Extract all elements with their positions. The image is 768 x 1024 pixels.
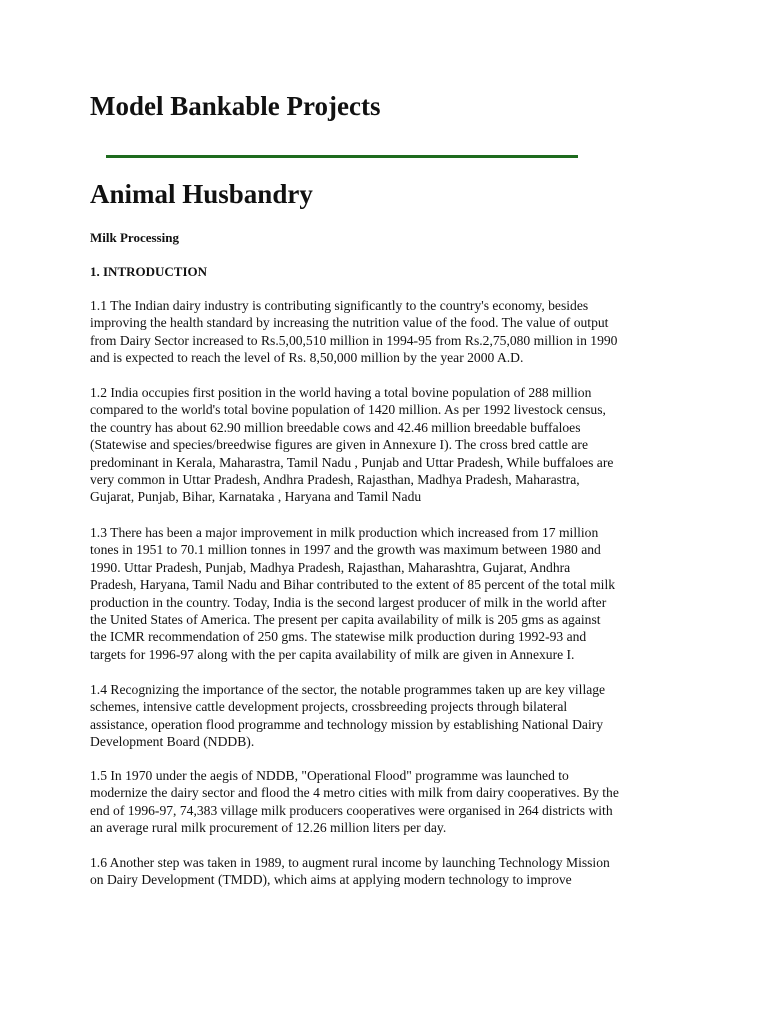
section-heading-introduction: 1. INTRODUCTION [90, 264, 208, 279]
subheading-milk-processing: Milk Processing [90, 230, 179, 245]
paragraph-1-3: 1.3 There has been a major improvement in milk production which increased from 17 million tones in 1951 to 70.1 million tonnes in 1997 and the growth was maximum between 1980 and 1990. Uttar Pradesh, Punjab, Madhya Pradesh, Rajasthan, Maharashtra, Gujarat, Andhra Pradesh, Haryana, Tamil Nadu and Bihar contributed to the extent of 85 percent of the total milk production in the country. Today, India is the second largest producer of milk in the world after the United States of America. The present per capita availability of milk is 205 gms as against the ICMR recommendation of 250 gms. The statewise milk production during 1992-93 and targets for 1996-97 along with the per capita availability of milk are given in Annexure I. [90, 525, 616, 662]
paragraph-1-5: 1.5 In 1970 under the aegis of NDDB, "Operational Flood" programme was launched to modernize the dairy sector and flood the 4 metro cities with milk from dairy cooperatives. By the end of 1996-97, 74,383 village milk producers cooperatives were organised in 264 districts with an average rural milk procurement of 12.26 million liters per day. [90, 768, 619, 836]
paragraph-1-6: 1.6 Another step was taken in 1989, to augment rural income by launching Technology Mission on Dairy Development (TMDD), which aims at applying modern technology to improve [90, 855, 610, 888]
document-title: Model Bankable Projects [90, 91, 381, 121]
paragraph-1-1: 1.1 The Indian dairy industry is contributing significantly to the country's economy, besides improving the health standard by increasing the nutrition value of the food. The value of output from Dairy Sector increased to Rs.5,00,510 million in 1994-95 from Rs.2,75,080 million in 1990 and is expected to reach the level of Rs. 8,50,000 million by the year 2000 A.D. [90, 298, 618, 366]
paragraph-1-4: 1.4 Recognizing the importance of the sector, the notable programmes taken up are key village schemes, intensive cattle development projects, crossbreeding projects through bilateral assistance, operation flood programme and technology mission by establishing National Dairy Development Board (NDDB). [90, 682, 606, 750]
horizontal-divider [106, 155, 578, 158]
section-title: Animal Husbandry [90, 179, 313, 209]
paragraph-1-2: 1.2 India occupies first position in the world having a total bovine population of 288 million compared to the world's total bovine population of 1420 million. As per 1992 livestock census, the country has about 62.90 million breedable cows and 42.46 million breedable buffaloes (Statewise and species/breedwise figures are given in Annexure I). The cross bred cattle are predominant in Kerala, Maharastra, Tamil Nadu , Punjab and Uttar Pradesh, While buffaloes are very common in Uttar Pradesh, Andhra Pradesh, Rajasthan, Madhya Pradesh, Maharastra, Gujarat, Punjab, Bihar, Karnataka , Haryana and Tamil Nadu [90, 385, 614, 505]
